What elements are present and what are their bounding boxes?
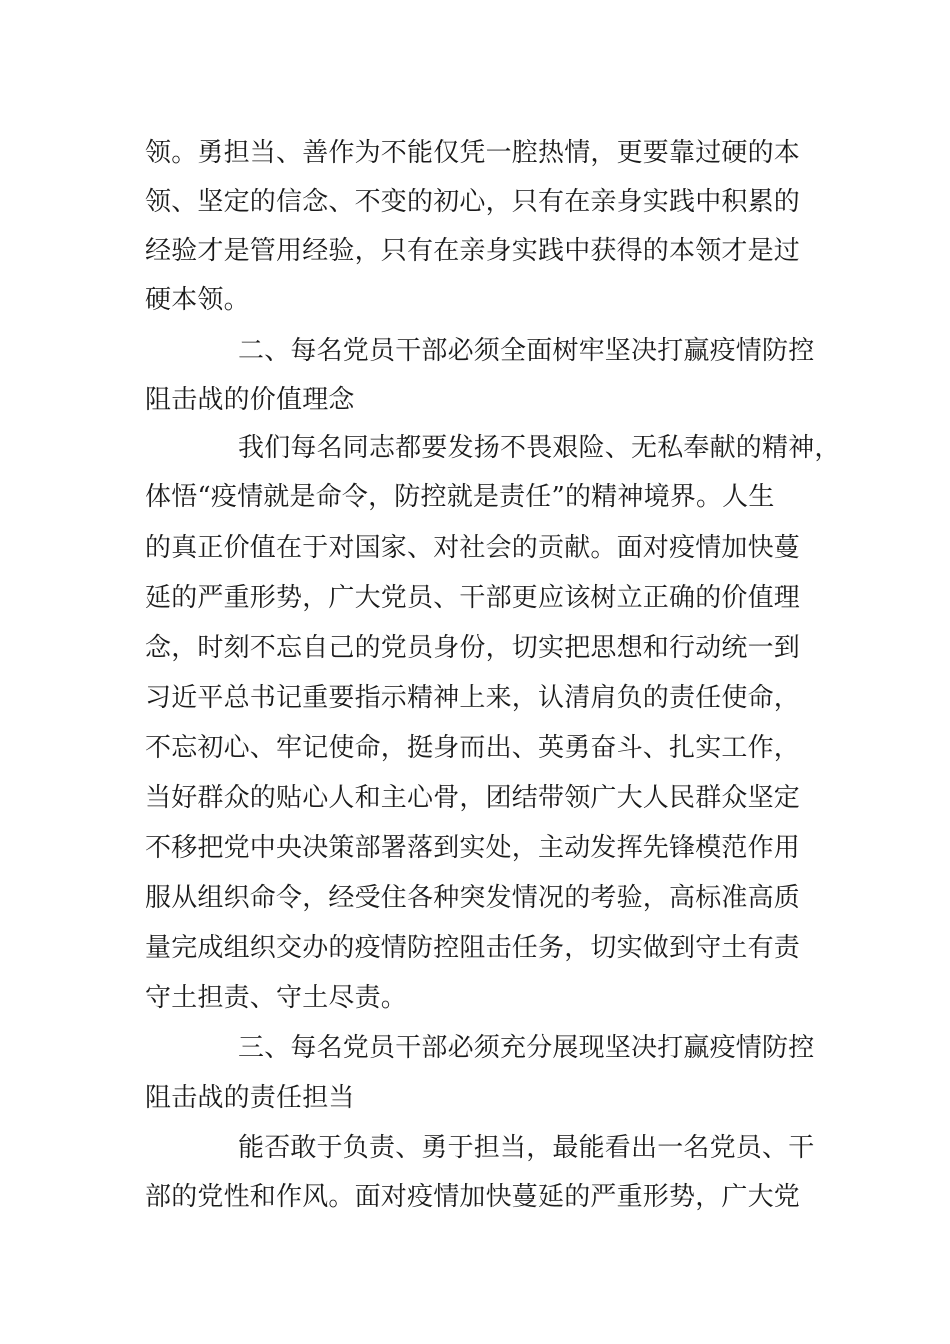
text-line: 守土担责、守土尽责。 [145,983,408,1013]
text-line: 能否敢于负责、勇于担当，最能看出一名党员、干 [238,1133,815,1163]
text-line: 体悟“疫情就是命令，防控就是责任”的精神境界。人生 [145,482,775,512]
text-line: 我们每名同志都要发扬不畏艰险、无私奉献的精神， [238,433,841,463]
text-line: 延的严重形势，广大党员、干部更应该树立正确的价值理 [145,583,801,613]
section-heading-3-cont: 阻击战的责任担当 [145,1083,355,1113]
text-line: 当好群众的贴心人和主心骨，团结带领广大人民群众坚定 [145,783,801,813]
text-line: 量完成组织交办的疫情防控阻击任务，切实做到守土有责 [145,933,801,963]
text-line: 硬本领。 [145,285,250,315]
text-line: 的真正价值在于对国家、对社会的贡献。面对疫情加快蔓 [145,533,801,563]
section-heading-2-cont: 阻击战的价值理念 [145,385,355,415]
section-heading-3: 三、每名党员干部必须充分展现坚决打赢疫情防控 [238,1033,815,1063]
text-line: 经验才是管用经验，只有在亲身实践中获得的本领才是过 [145,236,801,266]
text-line: 领、坚定的信念、不变的初心，只有在亲身实践中积累的 [145,187,801,217]
text-line: 服从组织命令，经受住各种突发情况的考验，高标准高质 [145,883,801,913]
text-line: 部的党性和作风。面对疫情加快蔓延的严重形势，广大党 [145,1182,801,1212]
text-line: 不忘初心、牢记使命，挺身而出、英勇奋斗、扎实工作， [145,733,801,763]
text-line: 念，时刻不忘自己的党员身份，切实把思想和行动统一到 [145,633,801,663]
text-line: 习近平总书记重要指示精神上来，认清肩负的责任使命， [145,683,801,713]
text-line: 不移把党中央决策部署落到实处，主动发挥先锋模范作用 [145,833,801,863]
text-line: 领。勇担当、善作为不能仅凭一腔热情，更要靠过硬的本 [145,138,801,168]
section-heading-2: 二、每名党员干部必须全面树牢坚决打赢疫情防控 [238,336,815,366]
